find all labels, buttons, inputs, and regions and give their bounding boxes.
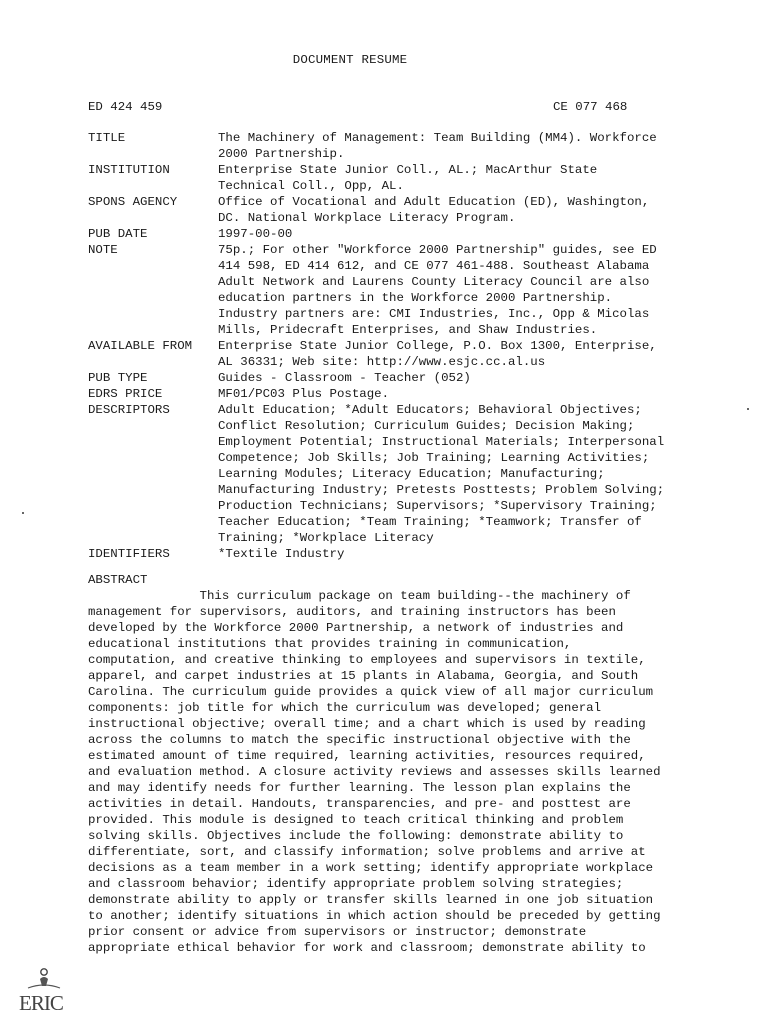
abstract-line: activities in detail. Handouts, transparencies, and pre- and posttest are [88, 797, 631, 811]
field-label: AVAILABLE FROM [88, 339, 193, 353]
abstract-line: across the columns to match the specific instructional objective with the [88, 733, 631, 747]
field-label: IDENTIFIERS [88, 547, 170, 561]
field-label: INSTITUTION [88, 163, 170, 177]
field-value [218, 386, 688, 402]
field-value-line: Production Technicians; Supervisors; *Supervisory Training; [218, 499, 657, 513]
abstract-line: prior consent or advice from supervisors or instructor; demonstrate [88, 925, 587, 939]
abstract-label: ABSTRACT [88, 573, 148, 587]
field-row [88, 226, 688, 242]
field-value-line: *Textile Industry [218, 547, 345, 561]
field-label: PUB TYPE [88, 371, 148, 385]
field-value-line: Office of Vocational and Adult Education (ED), Washington, [218, 195, 650, 209]
field-row [88, 386, 688, 402]
field-label: NOTE [88, 243, 118, 257]
metadata-fields [88, 130, 688, 562]
abstract-line: demonstrate ability to apply or transfer skills learned in one job situation [88, 893, 654, 907]
field-value [218, 226, 688, 242]
abstract-line: apparel, and carpet industries at 15 plants in Alabama, Georgia, and South [88, 669, 639, 683]
field-label: SPONS AGENCY [88, 195, 178, 209]
field-row [88, 242, 688, 338]
field-value-line: Competence; Job Skills; Job Training; Learning Activities; [218, 451, 650, 465]
field-value-line: 2000 Partnership. [218, 147, 345, 161]
abstract-line: provided. This module is designed to teach critical thinking and problem [88, 813, 624, 827]
document-title: DOCUMENT RESUME [292, 53, 408, 67]
field-label: DESCRIPTORS [88, 403, 170, 417]
abstract-line: This curriculum package on team building--the machinery of [88, 589, 631, 603]
abstract-line: educational institutions that provides training in communication, [88, 637, 572, 651]
abstract-line: and may identify needs for further learning. The lesson plan explains the [88, 781, 631, 795]
field-row [88, 162, 688, 194]
field-value-line: Enterprise State Junior Coll., AL.; MacArthur State [218, 163, 598, 177]
field-value-line: Learning Modules; Literacy Education; Manufacturing; [218, 467, 605, 481]
field-value-line: Teacher Education; *Team Training; *Teamwork; Transfer of [218, 515, 642, 529]
field-label: PUB DATE [88, 227, 148, 241]
field-row [88, 338, 688, 370]
abstract-line: components: job title for which the curriculum was developed; general [88, 701, 602, 715]
field-value-line: Guides - Classroom - Teacher (052) [218, 371, 471, 385]
field-row [88, 194, 688, 226]
abstract-line: and evaluation method. A closure activity reviews and assesses skills learned [88, 765, 661, 779]
ed-number: ED 424 459 [88, 100, 163, 114]
field-value [218, 546, 688, 562]
field-value [218, 162, 688, 194]
abstract-line: to another; identify situations in which action should be preceded by getting [88, 909, 661, 923]
field-row [88, 370, 688, 386]
field-value-line: MF01/PC03 Plus Postage. [218, 387, 390, 401]
eric-logo-icon [18, 966, 68, 1014]
field-value [218, 130, 688, 162]
abstract-line: developed by the Workforce 2000 Partnership, a network of industries and [88, 621, 624, 635]
field-value-line: Enterprise State Junior College, P.O. Box 1300, Enterprise, [218, 339, 657, 353]
field-value [218, 370, 688, 386]
abstract-line: instructional objective; overall time; and a chart which is used by reading [88, 717, 646, 731]
field-value-line: Training; *Workplace Literacy [218, 531, 434, 545]
abstract-line: solving skills. Objectives include the following: demonstrate ability to [88, 829, 624, 843]
field-value-line: Adult Education; *Adult Educators; Behavioral Objectives; [218, 403, 642, 417]
abstract-line: and classroom behavior; identify appropriate problem solving strategies; [88, 877, 624, 891]
field-value-line: AL 36331; Web site: http://www.esjc.cc.al.us [218, 355, 546, 369]
field-value-line: Mills, Pridecraft Enterprises, and Shaw Industries. [218, 323, 598, 337]
scan-speck [747, 408, 749, 410]
field-value-line: 414 598, ED 414 612, and CE 077 461-488. Southeast Alabama [218, 259, 650, 273]
abstract-line: estimated amount of time required, learning activities, resources required, [88, 749, 646, 763]
field-label: EDRS PRICE [88, 387, 163, 401]
field-value-line: Adult Network and Laurens County Literacy Council are also [218, 275, 650, 289]
abstract-line: decisions as a team member in a work setting; identify appropriate workplace [88, 861, 654, 875]
field-value [218, 242, 688, 338]
abstract-line: appropriate ethical behavior for work and classroom; demonstrate ability to [88, 941, 646, 955]
field-value-line: DC. National Workplace Literacy Program. [218, 211, 516, 225]
abstract-body [88, 588, 688, 956]
field-value [218, 402, 688, 546]
field-value [218, 194, 688, 226]
abstract-line: Carolina. The curriculum guide provides a quick view of all major curriculum [88, 685, 654, 699]
field-value-line: Manufacturing Industry; Pretests Posttests; Problem Solving; [218, 483, 665, 497]
field-row [88, 402, 688, 546]
field-row [88, 130, 688, 162]
abstract-line: management for supervisors, auditors, and training instructors has been [88, 605, 616, 619]
field-row [88, 546, 688, 562]
field-label: TITLE [88, 131, 126, 145]
scan-speck [22, 512, 24, 514]
abstract-line: computation, and creative thinking to employees and supervisors in textile, [88, 653, 646, 667]
field-value-line: 1997-00-00 [218, 227, 293, 241]
eric-logo-text: ERIC [19, 991, 63, 1014]
field-value-line: education partners in the Workforce 2000 Partnership. [218, 291, 613, 305]
field-value-line: The Machinery of Management: Team Building (MM4). Workforce [218, 131, 657, 145]
field-value-line: Industry partners are: CMI Industries, Inc., Opp & Micolas [218, 307, 650, 321]
field-value-line: 75p.; For other "Workforce 2000 Partnership" guides, see ED [218, 243, 657, 257]
field-value-line: Conflict Resolution; Curriculum Guides; Decision Making; [218, 419, 635, 433]
field-value-line: Technical Coll., Opp, AL. [218, 179, 404, 193]
field-value [218, 338, 688, 370]
field-value-line: Employment Potential; Instructional Materials; Interpersonal [218, 435, 665, 449]
ce-number: CE 077 468 [553, 100, 628, 114]
abstract-line: differentiate, sort, and classify information; solve problems and arrive at [88, 845, 646, 859]
